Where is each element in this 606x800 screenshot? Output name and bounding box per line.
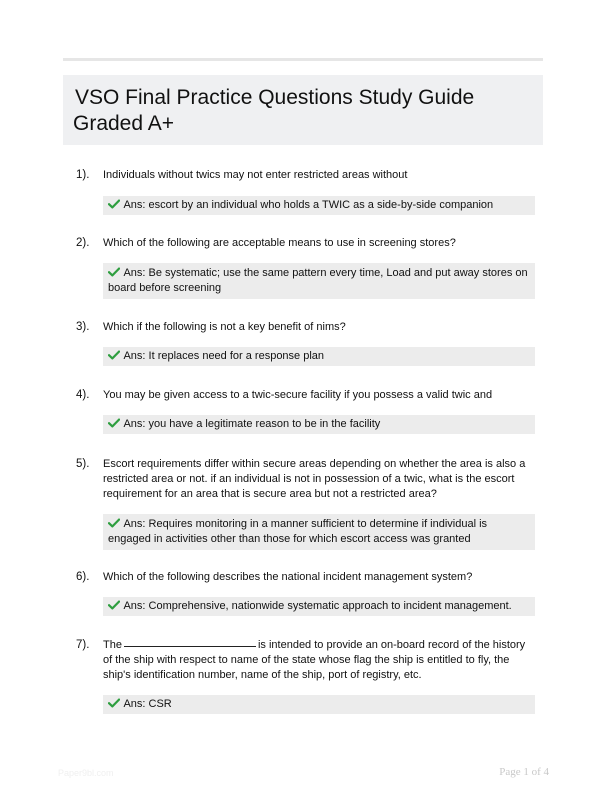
question-item: [63, 236, 543, 299]
check-icon: [108, 698, 120, 708]
question-text-start: The: [103, 639, 122, 651]
answer-box: [103, 415, 535, 434]
question-number: 4).: [76, 389, 90, 401]
title-banner: [63, 75, 543, 145]
question-text: Individuals without twics may not enter restricted areas without: [103, 169, 408, 181]
check-icon: [108, 267, 120, 277]
answer-text: Ans: Be systematic; use the same pattern every time, Load and put away stores on board before screening: [108, 267, 528, 294]
question-text-end: is intended to provide an on-board record of the history of the ship with respect to name of the state whose flag the ship is entitled to fly, the ship's identification number, name of the ship, port of registry, etc.: [103, 639, 526, 681]
watermark: Paper9bl.com: [58, 768, 114, 778]
check-icon: [108, 418, 120, 428]
question-text: Escort requirements differ within secure areas depending on whether the area is also a restricted area or not. if an individual is not in possession of a twic, what is the escort requirement for an area that is secure area but not a restricted area?: [103, 458, 526, 500]
page-title: [73, 85, 533, 137]
question-text: Which of the following describes the national incident management system?: [103, 571, 473, 583]
question-text: You may be given access to a twic-secure facility if you possess a valid twic and: [103, 389, 493, 401]
fill-in-blank: [124, 638, 256, 647]
question-item: [63, 570, 543, 616]
question-item: [63, 168, 543, 215]
question-number: 7).: [76, 639, 90, 651]
answer-box: [103, 695, 535, 714]
question-item: [63, 457, 543, 550]
answer-box: [103, 597, 535, 616]
title-line-1: VSO Final Practice Questions Study Guide: [75, 86, 475, 109]
question-number: 5).: [76, 458, 90, 470]
answer-text: Ans: CSR: [123, 698, 172, 710]
question-text: Which if the following is not a key benefit of nims?: [103, 321, 346, 333]
question-text: Which of the following are acceptable means to use in screening stores?: [103, 237, 456, 249]
answer-text: Ans: Comprehensive, nationwide systematic approach to incident management.: [123, 600, 512, 612]
question-text: [103, 638, 535, 683]
question-item: [63, 638, 543, 714]
question-number: 2).: [76, 237, 90, 249]
answer-text: Ans: you have a legitimate reason to be in the facility: [123, 418, 381, 430]
question-item: [63, 388, 543, 434]
check-icon: [108, 350, 120, 360]
check-icon: [108, 600, 120, 610]
question-item: [63, 320, 543, 366]
check-icon: [108, 199, 120, 209]
answer-box: [103, 514, 535, 550]
answer-text: Ans: Requires monitoring in a manner sufficient to determine if individual is engaged in activities other than those for which escort access was granted: [108, 518, 488, 545]
check-icon: [108, 518, 120, 528]
answer-text: Ans: escort by an individual who holds a TWIC as a side-by-side companion: [123, 199, 494, 211]
answer-box: [103, 196, 535, 215]
answer-box: [103, 263, 535, 299]
answer-text: Ans: It replaces need for a response plan: [123, 350, 325, 362]
question-number: 6).: [76, 571, 90, 583]
title-line-2: Graded A+: [73, 112, 174, 135]
page-number: Page 1 of 4: [499, 766, 549, 778]
answer-box: [103, 347, 535, 366]
question-number: 3).: [76, 321, 90, 333]
top-divider: [63, 58, 543, 61]
question-number: 1).: [76, 169, 90, 181]
